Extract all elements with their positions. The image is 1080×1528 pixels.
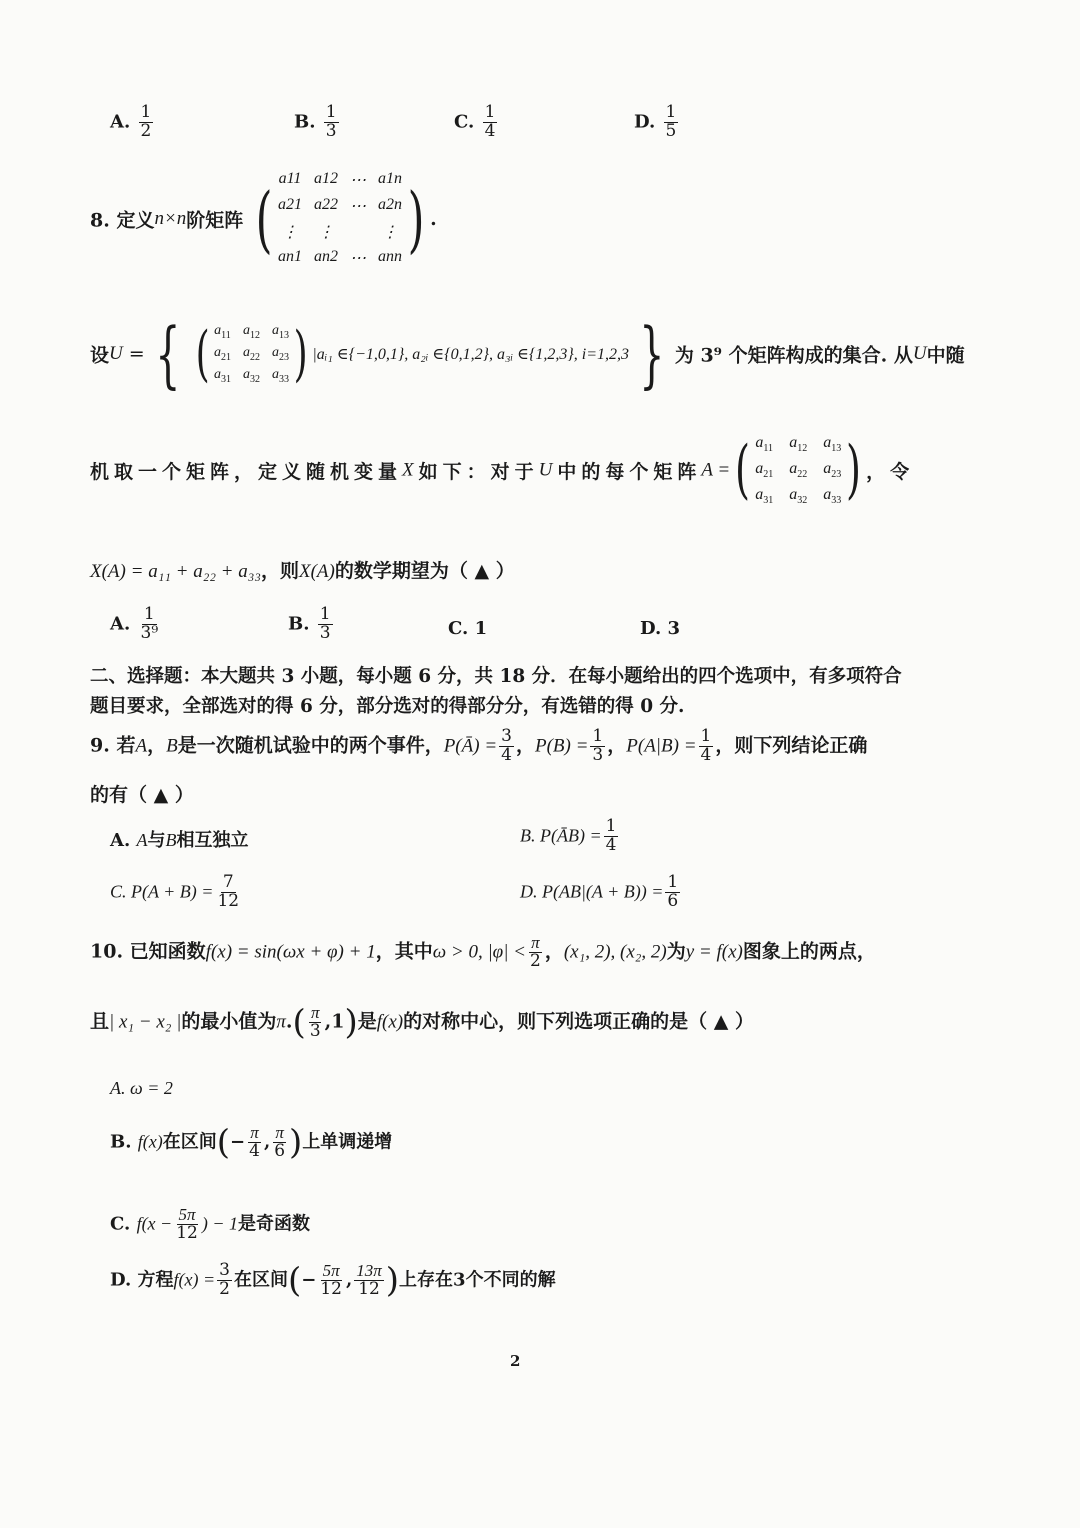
left-paren: (	[292, 1002, 306, 1043]
text: 的数学期望为（ ▲ ）	[334, 560, 515, 582]
text: 且	[90, 1010, 110, 1033]
right-paren: )	[293, 319, 308, 389]
q8-option-d	[640, 618, 680, 639]
formula: π	[276, 1011, 286, 1033]
numerator: π	[310, 1003, 320, 1022]
event-a: A	[136, 830, 148, 850]
section-2-header-line-2: 题目要求，全部选对的得 6 分，部分选对的得部分分，有选错的得 0 分.	[90, 696, 685, 717]
denominator: 4	[484, 120, 496, 141]
matrix-cell: $a_{12}$	[242, 323, 260, 342]
fraction	[272, 1124, 287, 1161]
matrix-cell: a11	[278, 170, 302, 187]
set-tail: 为 3⁹ 个矩阵构成的集合. 从	[674, 344, 913, 367]
matrix-cell: $a_{22}$	[789, 460, 808, 481]
q10-option-c	[110, 1206, 310, 1243]
q7-option-c	[454, 104, 499, 141]
numerator: 13π	[356, 1261, 382, 1280]
q7-option-b	[294, 104, 341, 141]
fraction	[590, 728, 605, 765]
text: 上存在3个不同的解	[399, 1269, 556, 1291]
numerator: π	[275, 1123, 284, 1142]
matrix-cell: $a_{33}$	[271, 366, 289, 385]
text: 在区间	[162, 1131, 217, 1153]
n-by-n: n×n	[154, 208, 187, 229]
q8-set-definition-line: 设U = { ( $a_{11}$ $a_{12}$ $a_{13}$ $a_{21}$ $a_{22}$ $a_{23}$ $a_{31}$ $a_{32}$ $a_{33}$ ) |aᵢ₁ ∈{−1,0,1}, a₂ᵢ ∈{0,1,2}, a₃ᵢ ∈{1,2,3}, i=1,2,3 } 为 3⁹ 个矩阵构成的集合. 从U中随	[90, 312, 965, 396]
numerator: 3	[219, 1260, 230, 1280]
denominator: 2	[140, 120, 152, 141]
matrix-cell: ann	[378, 248, 403, 265]
q9-stem-line-1: 9. 若A，B是一次随机试验中的两个事件，P(Ā) = $\frac{3}{4}$ ，P(B) = $\frac{1}{3}$ ，P(A|B) = $\frac{1}{4}$ ，则下列结论正确	[90, 726, 868, 765]
numerator: π	[531, 933, 540, 952]
text: ,1	[324, 1010, 345, 1033]
fraction	[308, 1004, 323, 1041]
numerator: 1	[325, 102, 337, 122]
numerator: 1	[667, 872, 679, 892]
formula: D. P(AB|(A + B)) =	[520, 881, 664, 902]
option-letter: B.	[110, 1131, 132, 1153]
numerator: 5π	[178, 1205, 196, 1224]
formula: X(A)	[298, 561, 335, 582]
matrix-cell: $a_{21}$	[213, 345, 231, 363]
denominator: 4	[501, 744, 512, 765]
matrix-cell: an1	[278, 248, 303, 265]
option-letter: D.	[640, 618, 662, 639]
fraction	[318, 1262, 344, 1299]
option-letter: B.	[288, 613, 310, 635]
q8-expectation-line	[90, 556, 515, 583]
denominator: 3⁹	[140, 622, 159, 643]
formula: P(B) =	[534, 735, 589, 757]
matrix-cell: ⋯	[350, 172, 367, 189]
text: ，则	[260, 560, 299, 582]
denominator: 6	[667, 890, 679, 911]
formula: f(x) =	[173, 1269, 216, 1290]
formula: P(A|B) =	[626, 735, 697, 757]
page-number: 2	[510, 1352, 521, 1370]
formula: y = f(x)	[685, 941, 743, 963]
matrix-cell: a21	[278, 196, 303, 213]
formula: f(x −	[136, 1213, 173, 1234]
matrix-cell: $a_{11}$	[214, 323, 231, 342]
text: ，则下列结论正确	[715, 734, 868, 757]
text: ，其中	[375, 940, 433, 963]
text: 与	[147, 830, 166, 851]
denominator: 12	[217, 890, 240, 911]
numerator: 1	[605, 816, 617, 836]
denominator: 2	[529, 950, 541, 971]
general-matrix	[278, 170, 402, 268]
fraction	[499, 728, 514, 765]
fraction	[699, 728, 714, 765]
left-brace: {	[155, 312, 181, 396]
fraction	[247, 1124, 262, 1161]
q8-option-a	[110, 606, 162, 643]
matrix-cell: an2	[314, 248, 339, 265]
right-paren: )	[385, 1260, 400, 1301]
q9-stem-line-2: 的有（ ▲ ）	[90, 784, 194, 806]
option-value: 1	[474, 618, 488, 639]
option-letter: C.	[454, 111, 475, 133]
matrix-cell	[350, 222, 366, 242]
matrix-cell: ⋮	[318, 224, 335, 241]
numerator: 5π	[322, 1261, 340, 1280]
text: 的最小值为	[181, 1010, 277, 1033]
text: .	[285, 1010, 293, 1033]
fraction	[665, 874, 680, 911]
q10-option-b: B. f(x)在区间(− $\frac{\pi}{4}$ , $\frac{\pi}{6}$ )上单调递增	[110, 1122, 393, 1163]
matrix-a: A =	[701, 459, 731, 481]
formula: X(A) = a₁₁ + a₂₂ + a₃₃	[90, 561, 261, 582]
matrix-3x3	[755, 434, 841, 507]
matrix-cell: $a_{32}$	[242, 366, 260, 385]
q10-option-a	[110, 1078, 173, 1099]
formula: C. P(A + B) =	[110, 881, 214, 902]
event-b: B	[165, 830, 177, 850]
variable-x: X	[402, 459, 419, 481]
q10-stem-line-2	[90, 1004, 754, 1041]
denominator: 12	[176, 1222, 198, 1243]
set-u: U	[912, 343, 927, 364]
option-value: 3	[667, 618, 681, 639]
q8-option-c	[448, 618, 487, 639]
text: 9. 若	[90, 734, 136, 757]
numerator: 7	[222, 872, 234, 892]
text: 如下：对于	[418, 460, 539, 483]
fraction	[139, 606, 161, 643]
q9-option-c	[110, 874, 243, 911]
matrix-cell: $a_{23}$	[823, 460, 842, 481]
denominator: 12	[320, 1278, 342, 1299]
fraction	[324, 104, 339, 141]
fraction	[139, 104, 154, 141]
q8-random-variable-line	[90, 434, 914, 507]
numerator: 1	[319, 604, 331, 624]
left-paren: (	[287, 1260, 302, 1301]
numerator: 3	[501, 726, 512, 746]
denominator: 4	[700, 744, 712, 765]
set-condition: |aᵢ₁ ∈{−1,0,1}, a₂ᵢ ∈{0,1,2}, a₃ᵢ ∈{1,2,3}, i=1,2,3	[312, 346, 630, 363]
matrix-cell: ⋮	[282, 224, 299, 241]
option-letter: A.	[110, 830, 137, 851]
matrix-cell: ⋯	[350, 198, 367, 215]
q10-stem-line-1	[90, 934, 876, 971]
matrix-cell: ⋯	[350, 250, 367, 267]
matrix-cell: $a_{11}$	[755, 434, 774, 455]
set-prefix: 设	[90, 344, 110, 367]
matrix-cell: $a_{31}$	[213, 366, 231, 385]
event-b: B	[166, 735, 178, 757]
numerator: 1	[484, 102, 496, 122]
fraction	[215, 874, 241, 911]
section-2-header-line-1: 二、选择题：本大题共 3 小题，每小题 6 分，共 18 分．在每小题给出的四个选项中，有多项符合	[90, 666, 902, 687]
left-paren: (	[216, 1122, 231, 1163]
text: 机取一个矩阵，定义随机变量	[90, 460, 403, 483]
set-u: U	[109, 343, 123, 364]
denominator: 3	[592, 744, 604, 765]
q8-definition-line: 8. 定义n×n阶矩阵 ( a11 a12 ⋯ a1n a21 a22 ⋯ a2n ⋮ ⋮ ⋮ an1 an2 ⋯ ann ) .	[90, 170, 437, 267]
text: 图象上的两点，	[742, 940, 876, 963]
formula: P(Ā) =	[443, 735, 498, 757]
option-letter: B.	[294, 111, 316, 133]
text: 为	[666, 940, 686, 963]
q10-option-d: D. 方程f(x) = $\frac{3}{2}$ 在区间(− $\frac{5\pi}{12}$ , $\frac{13\pi}{12}$ )上存在3个不同的解	[110, 1260, 556, 1301]
denominator: 3	[319, 622, 331, 643]
formula: ) − 1	[201, 1213, 238, 1234]
right-paren: )	[846, 433, 862, 508]
text: 中的每个矩阵	[557, 460, 702, 483]
denominator: 6	[274, 1140, 286, 1161]
set-u: U	[538, 459, 558, 481]
formula: ω > 0, |φ| <	[432, 941, 526, 963]
matrix-3x3	[214, 323, 289, 384]
denominator: 2	[219, 1278, 230, 1299]
matrix-cell: $a_{12}$	[789, 434, 808, 455]
right-paren: )	[344, 1002, 358, 1043]
matrix-cell: a12	[314, 170, 339, 187]
denominator: 5	[665, 120, 677, 141]
text: 的对称中心，则下列选项正确的是（ ▲ ）	[403, 1010, 754, 1033]
denominator: 3	[309, 1020, 321, 1041]
numerator: 1	[592, 726, 604, 746]
formula: f(x)	[137, 1131, 163, 1152]
matrix-cell: $a_{33}$	[823, 486, 842, 507]
right-brace: }	[639, 312, 665, 396]
formula: f(x)	[376, 1011, 404, 1033]
text: 是	[357, 1010, 377, 1033]
fraction	[604, 818, 619, 855]
numerator: 1	[665, 102, 677, 122]
formula: f(x) = sin(ωx + φ) + 1	[205, 941, 376, 963]
set-tail: 中随	[926, 344, 965, 367]
fraction	[528, 934, 543, 971]
text: 是奇函数	[237, 1213, 310, 1235]
q8-option-b	[288, 606, 335, 643]
formula: A. ω = 2	[110, 1078, 173, 1098]
fraction	[483, 104, 498, 141]
event-a: A	[135, 735, 148, 757]
option-letter: A.	[110, 111, 131, 133]
matrix-cell: $a_{23}$	[271, 345, 289, 363]
text: 是一次随机试验中的两个事件，	[177, 734, 444, 757]
matrix-cell: $a_{31}$	[755, 486, 774, 507]
formula: | x₁ − x₂ |	[109, 1011, 182, 1033]
denominator: 4	[249, 1140, 260, 1161]
left-paren: (	[255, 177, 273, 261]
fraction	[354, 1262, 384, 1299]
text: ，	[544, 940, 564, 963]
matrix-cell: $a_{32}$	[789, 486, 808, 507]
q9-option-d	[520, 874, 682, 911]
matrix-cell: a22	[314, 196, 339, 213]
q7-option-a	[110, 104, 155, 141]
numerator: 1	[700, 726, 712, 746]
right-paren: )	[289, 1122, 303, 1163]
text: 相互独立	[176, 830, 249, 851]
formula: (x₁, 2), (x₂, 2)	[563, 941, 667, 963]
text: ，令	[866, 460, 915, 483]
matrix-cell: a2n	[378, 196, 403, 213]
denominator: 3	[325, 120, 337, 141]
fraction	[664, 104, 679, 141]
q8-intro: 8. 定义	[90, 209, 155, 232]
option-letter: A.	[110, 613, 131, 635]
matrix-cell: $a_{21}$	[755, 460, 774, 481]
numerator: 1	[143, 604, 155, 624]
denominator: 4	[605, 834, 617, 855]
text: 在区间	[233, 1269, 288, 1291]
q7-option-d	[634, 104, 680, 141]
text: 上单调递增	[302, 1131, 393, 1153]
denominator: 12	[358, 1278, 380, 1299]
matrix-cell: $a_{13}$	[271, 323, 289, 342]
option-letter: C.	[110, 1213, 131, 1235]
matrix-cell: $a_{13}$	[823, 434, 842, 455]
left-paren: (	[195, 319, 210, 389]
numerator: 1	[140, 102, 152, 122]
formula: B. P(ĀB) =	[520, 825, 602, 846]
right-paren: )	[407, 177, 425, 261]
fraction	[318, 606, 333, 643]
q8-intro-tail: 阶矩阵	[186, 209, 244, 232]
numerator: π	[250, 1123, 259, 1142]
option-letter: D.	[634, 111, 656, 133]
option-letter: D. 方程	[110, 1269, 174, 1291]
fraction	[174, 1206, 200, 1243]
matrix-cell: ⋮	[382, 224, 399, 241]
matrix-cell: $a_{22}$	[242, 345, 260, 363]
fraction	[217, 1262, 232, 1299]
q9-option-a	[110, 826, 249, 852]
matrix-cell: a1n	[378, 170, 403, 187]
option-letter: C.	[448, 618, 469, 639]
left-paren: (	[735, 433, 751, 508]
text: 10. 已知函数	[90, 940, 206, 963]
text: ，	[147, 734, 167, 757]
q9-option-b	[520, 818, 620, 855]
